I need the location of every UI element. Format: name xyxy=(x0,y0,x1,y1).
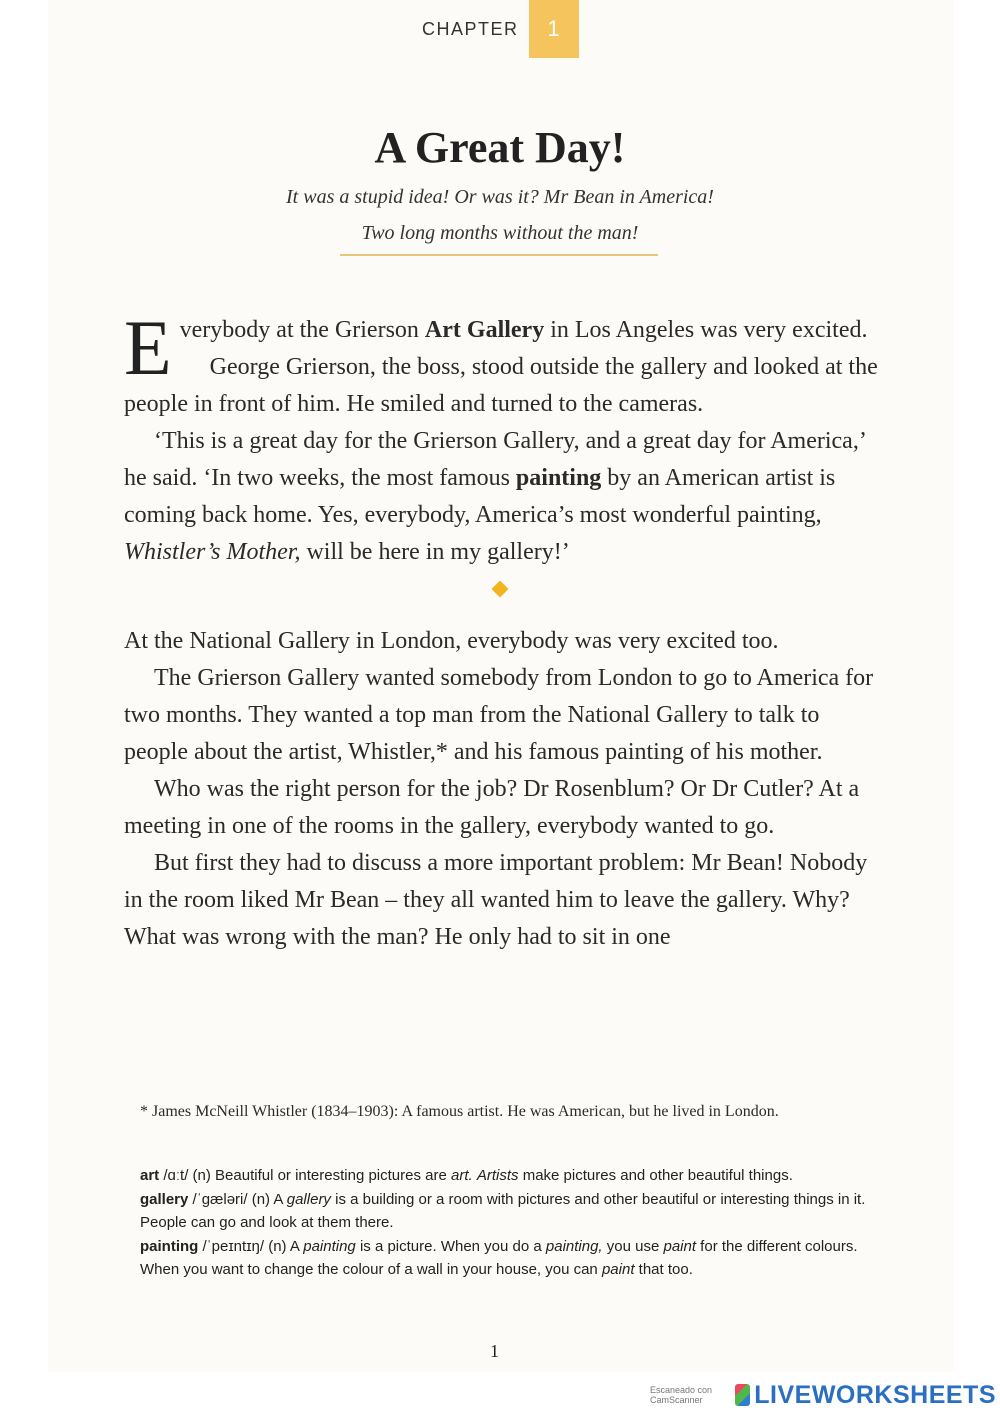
drop-cap: E xyxy=(124,304,172,391)
page-number: 1 xyxy=(490,1341,499,1361)
chapter-number-badge: 1 xyxy=(529,0,579,58)
diamond-ornament-icon xyxy=(492,581,509,598)
text-run: /ɑːt/ (n) Beautiful or interesting pictures are xyxy=(159,1167,451,1184)
paragraph-2: George Grierson, the boss, stood outside the gallery and looked at the people in front of him. He smiled and turned to the cameras. xyxy=(124,354,878,417)
text-run: verybody at the Grierson xyxy=(179,317,425,343)
glossary-entry-gallery xyxy=(140,1188,870,1234)
text-run: make pictures and other beautiful things. xyxy=(518,1167,793,1184)
text-run: is a picture. When you do a xyxy=(355,1238,546,1255)
chapter-header xyxy=(422,0,579,58)
text-run: gallery xyxy=(286,1191,331,1208)
subtitle-line-2: Two long months without the man! xyxy=(361,222,639,244)
scanner-credit: Escaneado con CamScanner xyxy=(650,1385,713,1405)
glossary-term: art xyxy=(140,1167,160,1184)
chapter-label: CHAPTER xyxy=(422,18,519,39)
text-run: that too. xyxy=(634,1261,693,1278)
text-run: by an American artist is coming back home. Yes, everybody, America’s most wonderful painting, xyxy=(124,465,836,528)
text-run: for the different colours. When you want to change the colour of a wall in your house, you can xyxy=(140,1238,858,1278)
chapter-title: A Great Day! xyxy=(374,123,626,172)
paragraph-6: Who was the right person for the job? Dr Rosenblum? Or Dr Cutler? At a meeting in one of the rooms in the gallery, everybody wanted to go. xyxy=(124,776,860,839)
text-run: paint xyxy=(663,1238,697,1255)
text-run: paint xyxy=(601,1261,635,1278)
brand-name: LIVEWORKSHEETS xyxy=(754,1380,996,1409)
text-run: painting xyxy=(303,1238,356,1255)
glossary-term: gallery xyxy=(140,1191,189,1208)
glossary-entry-painting xyxy=(140,1235,870,1281)
text-run: Artists xyxy=(476,1167,519,1184)
story-text xyxy=(124,304,884,956)
section-break xyxy=(124,571,884,623)
paragraph-5: The Grierson Gallery wanted somebody from London to go to America for two months. They wanted a top man from the National Gallery to talk to people about the artist, Whistler,* and his famous painting of his mother. xyxy=(124,665,874,765)
glossary-term-painting: painting xyxy=(515,465,602,491)
watermark xyxy=(650,1381,996,1409)
liveworksheets-logo-icon xyxy=(735,1384,750,1406)
glossary-term-art-gallery: Art Gallery xyxy=(424,317,545,343)
glossary xyxy=(140,1164,870,1282)
text-run: you use xyxy=(602,1238,664,1255)
text-run: is a building or a room with pictures and other beautiful or interesting things in it. People can go and look at them there. xyxy=(140,1191,866,1231)
text-run: /ˈɡæləri/ (n) A xyxy=(188,1191,287,1208)
text-run: ‘This is a great day for the Grierson Gallery, and a great day for America,’ he said. ‘In two weeks, the most famous xyxy=(124,428,866,491)
glossary-term: painting xyxy=(140,1238,199,1255)
text-run: /ˈpeɪntɪŋ/ (n) A xyxy=(198,1238,304,1255)
text-run: painting, xyxy=(545,1238,603,1255)
text-run: art. xyxy=(451,1167,473,1184)
paragraph-4: At the National Gallery in London, everybody was very excited too. xyxy=(124,628,779,654)
subtitle-line-1: It was a stupid idea! Or was it? Mr Bean in America! xyxy=(286,186,714,208)
text-run: in Los Angeles was very excited. xyxy=(544,317,868,343)
painting-title: Whistler’s Mother, xyxy=(124,539,301,565)
paragraph-7: But first they had to discuss a more important problem: Mr Bean! Nobody in the room liked Mr Bean – they all wanted him to leave the gallery. Why? What was wrong with the man? He only had to sit in one xyxy=(124,850,868,950)
title-divider xyxy=(340,254,658,256)
paragraph-3 xyxy=(124,423,884,571)
text-run: will be here in my gallery!’ xyxy=(300,539,570,565)
footnote: * James McNeill Whistler (1834–1903): A famous artist. He was American, but he lived in London. xyxy=(140,1103,779,1120)
glossary-entry-art xyxy=(140,1164,870,1187)
